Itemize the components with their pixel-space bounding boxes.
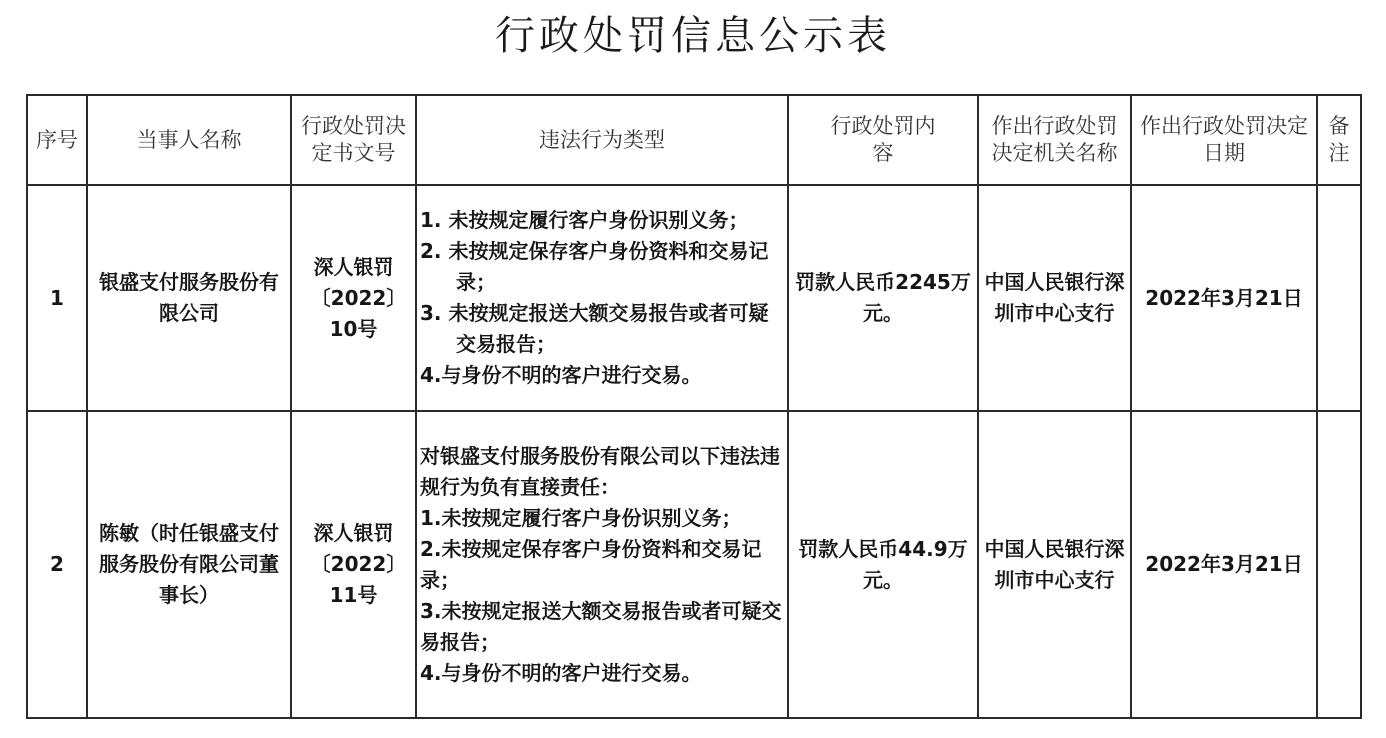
- header-date: 作出行政处罚决定日期: [1131, 95, 1317, 185]
- cell-authority: 中国人民银行深圳市中心支行: [978, 411, 1131, 718]
- violation-intro: 对银盛支付服务股份有限公司以下违法违规行为负有直接责任：: [420, 443, 780, 499]
- cell-seq: 1: [27, 185, 87, 411]
- cell-seq: 2: [27, 411, 87, 718]
- cell-violations: [416, 185, 788, 411]
- header-doc-no: 行政处罚决定书文号: [291, 95, 416, 185]
- cell-date: 2022年3月21日: [1131, 185, 1317, 411]
- cell-party: 陈敏（时任银盛支付服务股份有限公司董事长）: [87, 411, 291, 718]
- page-title: 行政处罚信息公示表: [495, 13, 891, 59]
- table-row: [27, 411, 1361, 718]
- header-seq: 序号: [27, 95, 87, 185]
- header-violation: 违法行为类型: [416, 95, 788, 185]
- cell-authority: 中国人民银行深圳市中心支行: [978, 185, 1131, 411]
- cell-penalty: 罚款人民币44.9万元。: [788, 411, 978, 718]
- header-party: 当事人名称: [87, 95, 291, 185]
- cell-remark: [1317, 185, 1361, 411]
- violation-list: [420, 503, 784, 689]
- cell-doc-no: 深人银罚〔2022〕10号: [291, 185, 416, 411]
- violation-item: 4.与身份不明的客户进行交易。: [420, 660, 702, 685]
- violation-item: 4.与身份不明的客户进行交易。: [420, 363, 702, 387]
- header-penalty: 行政处罚内容: [788, 95, 978, 185]
- violation-item: 3. 未按规定报送大额交易报告或者可疑交易报告；: [420, 301, 769, 356]
- violation-list: [420, 205, 784, 391]
- violation-item: 3.未按规定报送大额交易报告或者可疑交易报告；: [420, 598, 782, 654]
- table-row: [27, 185, 1361, 411]
- cell-remark: [1317, 411, 1361, 718]
- cell-party: 银盛支付服务股份有限公司: [87, 185, 291, 411]
- violation-item: 1.未按规定履行客户身份识别义务；: [420, 505, 742, 530]
- header-row: [27, 95, 1361, 185]
- violation-item: 1. 未按规定履行客户身份识别义务；: [420, 208, 749, 232]
- header-remark: 备注: [1317, 95, 1361, 185]
- cell-doc-no: 深人银罚〔2022〕11号: [291, 411, 416, 718]
- violation-item: 2.未按规定保存客户身份资料和交易记录；: [420, 536, 762, 592]
- cell-violations: [416, 411, 788, 718]
- cell-date: 2022年3月21日: [1131, 411, 1317, 718]
- header-authority: 作出行政处罚决定机关名称: [978, 95, 1131, 185]
- cell-penalty: 罚款人民币2245万元。: [788, 185, 978, 411]
- violation-item: 2. 未按规定保存客户身份资料和交易记录；: [420, 239, 769, 294]
- penalty-table: [26, 94, 1362, 719]
